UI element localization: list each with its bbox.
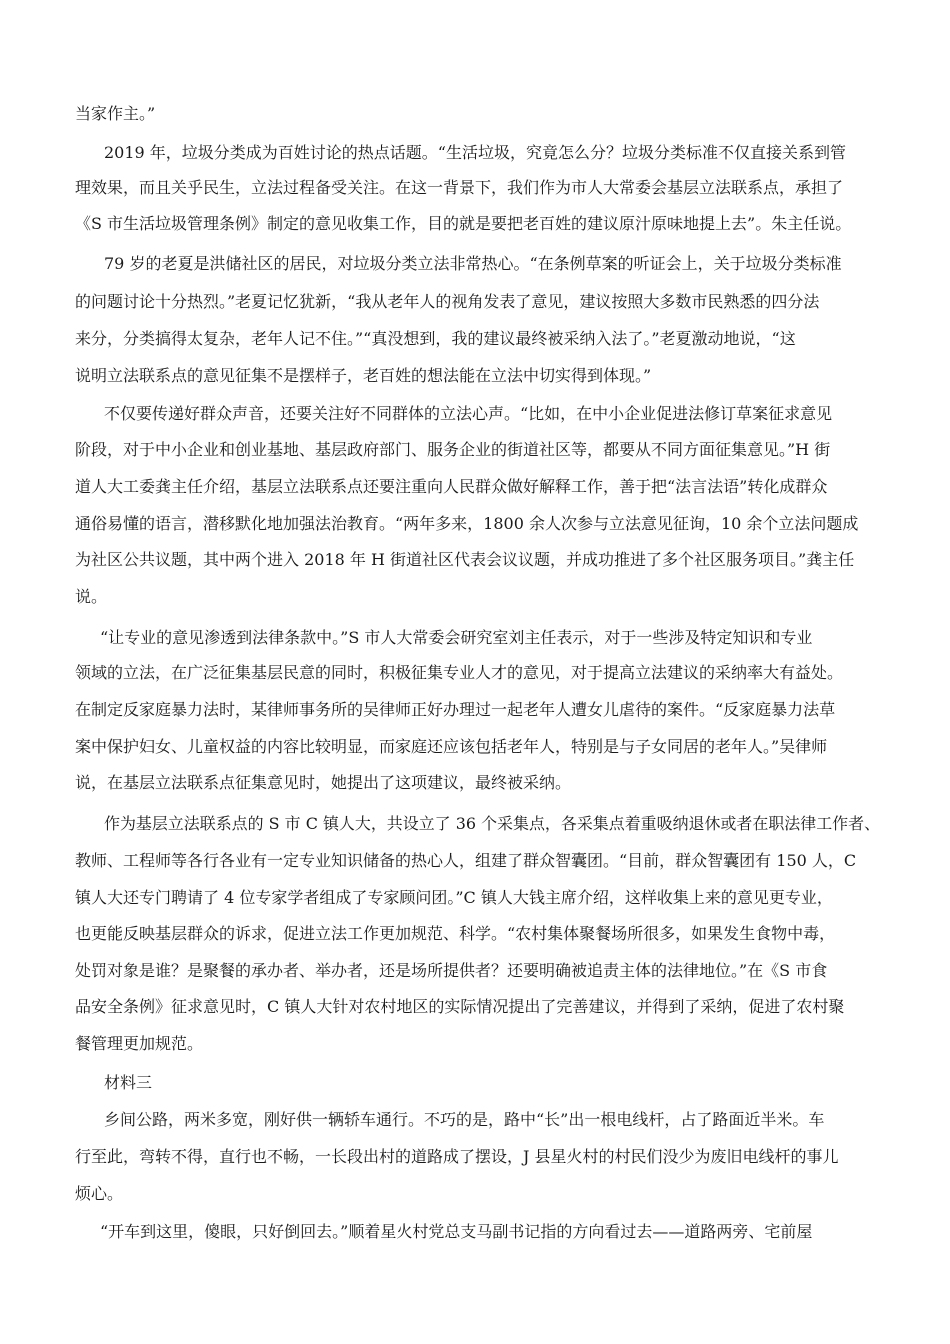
- text-line: 也更能反映基层群众的诉求，促进立法工作更加规范、科学。“农村集体聚餐场所很多，如果发生食物中毒，: [75, 924, 836, 943]
- text-line: 说明立法联系点的意见征集不是摆样子，老百姓的想法能在立法中切实得到体现。”: [75, 366, 652, 385]
- text-line: 行至此，弯转不得，直行也不畅，一长段出村的道路成了摆设，J 县星火村的村民们没少为废旧电线杆的事儿: [75, 1147, 839, 1166]
- text-line: 阶段，对于中小企业和创业基地、基层政府部门、服务企业的街道社区等，都要从不同方面征集意见。”H 街: [75, 440, 831, 459]
- text-line: 处罚对象是谁？是聚餐的承办者、举办者，还是场所提供者？还要明确被追责主体的法律地位。”在《S 市食: [75, 961, 828, 980]
- text-line: 的问题讨论十分热烈。”老夏记忆犹新，“我从老年人的视角发表了意见，建议按照大多数市民熟悉的四分法: [75, 292, 820, 311]
- text-line: 道人大工委龚主任介绍，基层立法联系点还要注重向人民群众做好解释工作，善于把“法言法语”转化成群众: [75, 477, 828, 496]
- text-line: 2019 年，垃圾分类成为百姓讨论的热点话题。“生活垃圾，究竟怎么分？垃圾分类标准不仅直接关系到管: [104, 143, 846, 162]
- section-heading: 材料三: [104, 1073, 153, 1092]
- text-line: 教师、工程师等各行各业有一定专业知识储备的热心人，组建了群众智囊团。“目前，群众智囊团有 150 人，C: [75, 851, 857, 870]
- text-line: 来分，分类搞得太复杂，老年人记不住。”“真没想到，我的建议最终被采纳入法了。”老夏激动地说，“这: [75, 329, 796, 348]
- text-line: 当家作主。”: [75, 104, 156, 123]
- text-line: 案中保护妇女、儿童权益的内容比较明显，而家庭还应该包括老年人，特别是与子女同居的老年人。”吴律师: [75, 737, 828, 756]
- text-line: 通俗易懂的语言，潜移默化地加强法治教育。“两年多来，1800 余人次参与立法意见征询，10 余个立法问题成: [75, 514, 859, 533]
- text-line: “让专业的意见渗透到法律条款中。”S 市人大常委会研究室刘主任表示，对于一些涉及特定知识和专业: [100, 628, 813, 647]
- text-line: 在制定反家庭暴力法时，某律师事务所的吴律师正好办理过一起老年人遭女儿虐待的案件。“反家庭暴力法草: [75, 700, 836, 719]
- text-line: 品安全条例》征求意见时，C 镇人大针对农村地区的实际情况提出了完善建议，并得到了采纳，促进了农村聚: [75, 997, 845, 1016]
- text-line: 说。: [75, 587, 108, 606]
- text-line: 餐管理更加规范。: [75, 1034, 204, 1053]
- text-line: 乡间公路，两米多宽，刚好供一辆轿车通行。不巧的是，路中“长”出一根电线杆，占了路面近半米。车: [104, 1110, 825, 1129]
- text-line: “开车到这里，傻眼，只好倒回去。”顺着星火村党总支马副书记指的方向看过去——道路两旁、宅前屋: [100, 1222, 813, 1241]
- text-line: 作为基层立法联系点的 S 市 C 镇人大，共设立了 36 个采集点，各采集点着重吸纳退休或者在职法律工作者、: [104, 814, 881, 833]
- text-line: 镇人大还专门聘请了 4 位专家学者组成了专家顾问团。”C 镇人大钱主席介绍，这样收集上来的意见更专业，: [75, 888, 833, 907]
- text-line: 79 岁的老夏是洪储社区的居民，对垃圾分类立法非常热心。“在条例草案的听证会上，关于垃圾分类标准: [104, 254, 842, 273]
- text-line: 《S 市生活垃圾管理条例》制定的意见收集工作，目的就是要把老百姓的建议原汁原味地提上去”。朱主任说。: [75, 214, 852, 233]
- text-line: 理效果，而且关乎民生，立法过程备受关注。在这一背景下，我们作为市人大常委会基层立法联系点，承担了: [75, 178, 844, 197]
- text-line: 不仅要传递好群众声音，还要关注好不同群体的立法心声。“比如，在中小企业促进法修订草案征求意见: [104, 404, 833, 423]
- text-line: 烦心。: [75, 1184, 124, 1203]
- text-line: 领域的立法，在广泛征集基层民意的同时，积极征集专业人才的意见，对于提高立法建议的采纳率大有益处。: [75, 663, 844, 682]
- text-line: 说，在基层立法联系点征集意见时，她提出了这项建议，最终被采纳。: [75, 773, 572, 792]
- text-line: 为社区公共议题，其中两个进入 2018 年 H 街道社区代表会议议题，并成功推进了多个社区服务项目。”龚主任: [75, 550, 855, 569]
